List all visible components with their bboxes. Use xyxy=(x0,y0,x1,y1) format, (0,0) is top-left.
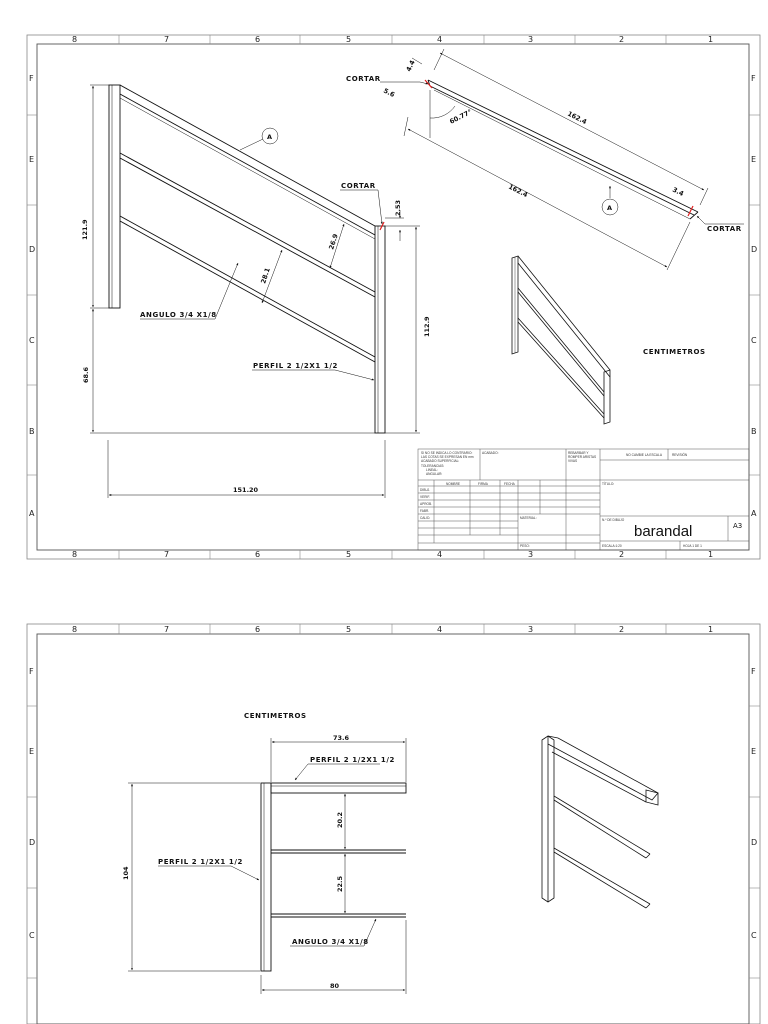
front-view-dimensions xyxy=(90,85,420,498)
dim-rail-length-top: 162.4 xyxy=(566,109,589,127)
zone-col: 5 xyxy=(346,550,352,559)
zone-row: D xyxy=(29,245,36,254)
front-view-leaders xyxy=(140,128,382,380)
zone-row: C xyxy=(29,336,35,345)
dim-right-post: 112.9 xyxy=(423,316,431,337)
note-line: LAS COTAS SE EXPRESAN EN mm xyxy=(421,455,474,459)
sheet-1-outer-frame xyxy=(27,35,760,559)
dim-top-width: 73.6 xyxy=(333,734,350,742)
note-line: SI NO SE INDICA LO CONTRARIO: xyxy=(421,451,473,455)
note-line: ANGULAR: xyxy=(426,472,443,476)
side-top-rail xyxy=(271,783,406,793)
zone-col: 2 xyxy=(619,35,625,44)
drawing-name: barandal xyxy=(634,523,693,540)
zone-col: 8 xyxy=(72,550,78,559)
zone-row: E xyxy=(29,155,35,164)
note-line: LINEAL: xyxy=(426,468,438,472)
titulo-label: TÍTULO: xyxy=(602,482,615,486)
sheet-2 xyxy=(27,624,760,1024)
role-fabr: FABR. xyxy=(420,509,430,513)
note-line: TOLERANCIAS: xyxy=(421,464,445,468)
sheet-2-outer-frame xyxy=(27,624,760,1024)
zone-col: 4 xyxy=(437,550,443,559)
detail-callout-a: A xyxy=(267,133,273,141)
zone-col: 3 xyxy=(528,625,534,634)
no-scale-label: NO CAMBIE LA ESCALA xyxy=(626,453,662,457)
left-post xyxy=(109,85,120,308)
zone-col: 8 xyxy=(72,625,78,634)
zone-row: A xyxy=(29,509,35,518)
zone-row: F xyxy=(751,667,756,676)
zone-col: 7 xyxy=(164,550,170,559)
sheet-2-inner-frame xyxy=(37,634,749,1024)
sheet-size: A3 xyxy=(733,522,743,530)
top-rail xyxy=(120,85,375,239)
dim-cut-b: 5.6 xyxy=(382,86,396,100)
role-aprob: APROB. xyxy=(420,502,433,506)
zone-row: E xyxy=(751,747,757,756)
zone-row: D xyxy=(751,245,758,254)
zone-col: 5 xyxy=(346,625,352,634)
hoja-label: HOJA 1 DE 1 xyxy=(683,544,702,548)
rail-detail-dimensions xyxy=(380,49,744,270)
label-cortar-right: CORTAR xyxy=(707,225,742,233)
zone-col: 7 xyxy=(164,35,170,44)
zone-row: B xyxy=(29,427,35,436)
sheet-1 xyxy=(27,35,760,559)
zone-row: C xyxy=(751,931,757,940)
sheet-1-zone-column-labels-bottom xyxy=(72,550,713,559)
dim-height: 104 xyxy=(122,866,130,880)
sheet-1-zone-row-labels xyxy=(29,74,757,518)
label-perfil: PERFIL 2 1/2X1 1/2 xyxy=(253,362,338,370)
zone-col: 3 xyxy=(528,35,534,44)
zone-row: F xyxy=(751,74,756,83)
dim-spacing-1: 20.2 xyxy=(336,811,344,828)
finish-label: ACABADO: xyxy=(482,451,499,455)
sheet-2-zone-ticks xyxy=(27,624,760,978)
sheet-2-zone-row-labels xyxy=(29,667,757,940)
label-angulo: ANGULO 3/4 X1/8 xyxy=(292,938,369,946)
zone-row: F xyxy=(29,74,34,83)
side-post xyxy=(261,783,271,971)
zone-col: 7 xyxy=(164,625,170,634)
label-units-sheet-1: CENTIMETROS xyxy=(643,348,706,356)
dim-bottom-width: 80 xyxy=(330,982,340,990)
dim-cut-c: 3.4 xyxy=(671,185,685,199)
dim-top-cut: 2.53 xyxy=(394,199,402,216)
dim-lower-left: 68.6 xyxy=(82,366,90,383)
label-cortar-mid: CORTAR xyxy=(341,182,376,190)
header-firma: FIRMA xyxy=(478,482,488,486)
role-dibuj: DIBUJ. xyxy=(420,488,431,492)
sheet-1-zone-ticks xyxy=(27,35,760,559)
dim-cut-a: 4.4 xyxy=(404,59,417,73)
zone-row: B xyxy=(751,427,757,436)
sheet-1-zone-column-labels-top xyxy=(72,35,713,44)
zone-col: 1 xyxy=(708,625,714,634)
zone-row: F xyxy=(29,667,34,676)
material-label: MATERIAL: xyxy=(520,516,537,520)
zone-row: A xyxy=(751,509,757,518)
dim-height-left: 121.9 xyxy=(81,219,89,240)
role-verif: VERIF. xyxy=(420,495,430,499)
header-fecha: FECHA xyxy=(504,482,515,486)
detail-callout-a-2: A xyxy=(607,204,613,212)
title-block-notes xyxy=(421,451,474,476)
dim-angle: 60.77° xyxy=(448,107,474,126)
zone-row: D xyxy=(751,838,758,847)
note-line: ACABADO SUPERFICIAL: xyxy=(421,459,460,463)
zone-col: 6 xyxy=(255,550,261,559)
escala-label: ESCALA:1:20 xyxy=(602,544,622,548)
peso-label: PESO: xyxy=(520,544,530,548)
dim-spacing-2: 22.5 xyxy=(336,875,344,892)
deburr-line: REBARBAR Y xyxy=(568,451,589,455)
title-block xyxy=(418,449,749,550)
zone-row: C xyxy=(29,931,35,940)
zone-col: 6 xyxy=(255,35,261,44)
dim-base-width: 151.20 xyxy=(233,486,259,494)
deburr-line: ROMPER ARISTAS xyxy=(568,455,597,459)
right-post xyxy=(375,226,385,433)
railing-isometric-view xyxy=(512,256,610,424)
railing-front-view xyxy=(109,85,385,433)
deburr-line: VIVAS xyxy=(568,459,578,463)
drawing-no-label: N.º DE DIBUJO xyxy=(602,518,625,522)
header-nombre: NOMBRE xyxy=(446,482,460,486)
zone-col: 2 xyxy=(619,550,625,559)
zone-col: 6 xyxy=(255,625,261,634)
middle-angle-bar xyxy=(120,153,375,297)
zone-col: 3 xyxy=(528,550,534,559)
zone-col: 1 xyxy=(708,550,714,559)
dim-rail-length-bottom: 162.4 xyxy=(507,182,530,200)
dim-spacing-2: 28.1 xyxy=(259,266,272,285)
label-units-sheet-2: CENTIMETROS xyxy=(244,712,307,720)
railing-isometric-detail xyxy=(542,736,658,908)
zone-row: E xyxy=(751,155,757,164)
zone-col: 1 xyxy=(708,35,714,44)
zone-col: 8 xyxy=(72,35,78,44)
label-perfil-left: PERFIL 2 1/2X1 1/2 xyxy=(158,858,243,866)
label-angulo: ANGULO 3/4 X1/8 xyxy=(140,311,217,319)
label-perfil-top: PERFIL 2 1/2X1 1/2 xyxy=(310,756,395,764)
side-view-dimensions xyxy=(128,738,406,994)
role-calid: CALID. xyxy=(420,516,431,520)
revision-label: REVISIÓN xyxy=(672,453,688,457)
sheet-2-zone-column-labels xyxy=(72,625,713,634)
zone-col: 4 xyxy=(437,625,443,634)
label-cortar-top: CORTAR xyxy=(346,75,381,83)
zone-col: 2 xyxy=(619,625,625,634)
zone-row: E xyxy=(29,747,35,756)
zone-col: 5 xyxy=(346,35,352,44)
sheet-1-inner-frame xyxy=(37,44,749,550)
zone-row: C xyxy=(751,336,757,345)
dim-spacing-1: 26.9 xyxy=(327,232,340,251)
rail-detail-view xyxy=(425,80,698,219)
zone-col: 4 xyxy=(437,35,443,44)
zone-row: D xyxy=(29,838,36,847)
